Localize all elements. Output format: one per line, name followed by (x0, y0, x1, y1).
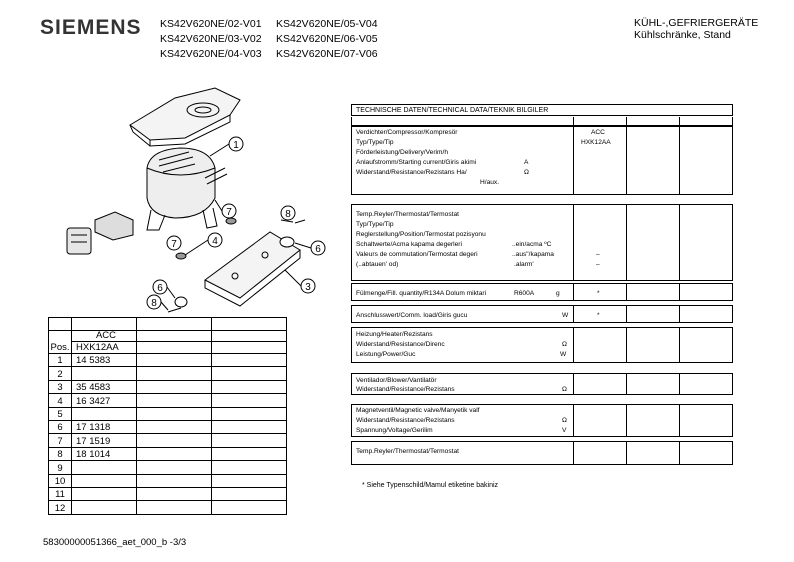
table-row: 12 (49, 501, 287, 515)
model-number: KS42V620NE/07-V06 (276, 48, 378, 60)
table-row: 9 (49, 461, 287, 474)
parts-table (48, 317, 287, 515)
table-row: 5 (49, 407, 287, 420)
tech-header-row (351, 117, 733, 126)
category-line: Kühlschränke, Stand (634, 29, 731, 41)
model-list-col1 (160, 17, 262, 62)
callout-label: 7 (171, 239, 177, 250)
table-row: 3 35 4583 (49, 380, 287, 393)
fan-section: Ventilador/Blower/Vantilatör Widerstand/Resistance/Rezistans Ω (351, 373, 733, 395)
table-row: 11 (49, 488, 287, 501)
callout-label: 8 (151, 298, 157, 309)
thermostat2-section: Temp.Reyler/Thermostat/Termostat (351, 441, 733, 465)
document-id: 58300000051366_aet_000_b -3/3 (43, 537, 187, 548)
callout-label: 4 (212, 236, 218, 247)
table-row: 8 18 1014 (49, 447, 287, 460)
callout-label: 6 (157, 283, 163, 294)
callout-label: 6 (315, 244, 321, 255)
table-row: 2 (49, 367, 287, 380)
model-number: KS42V620NE/03-V02 (160, 33, 262, 45)
heater-section: Heizung/Heater/Rezistans Widerstand/Resistance/Direnc Leistung/Power/Guc Ω W (351, 327, 733, 363)
brand-logo: SIEMENS (40, 16, 142, 39)
compressor-model: HXK12AA (581, 139, 611, 146)
compressor-exploded-diagram (55, 80, 345, 320)
table-row: 6 17 1318 (49, 421, 287, 434)
callout-label: 7 (226, 207, 232, 218)
valve-section: Magnetventil/Magnetic valve/Manyetik valf Widerstand/Resistance/Rezistans Spannung/Voltage/Gerilim Ω V (351, 404, 733, 437)
connection-section: Anschlusswert/Comm. load/Giris gucu W * (351, 305, 733, 323)
model-number: KS42V620NE/05-V04 (276, 18, 378, 30)
model-number: KS42V620NE/06-V05 (276, 33, 378, 45)
model-number: KS42V620NE/04-V03 (160, 48, 262, 60)
category (634, 17, 758, 41)
thermostat-section: Temp.Reyler/Thermostat/Termostat Typ/Type/Tip Reglerstellung/Position/Termostat pozisyonu Schaltwerte/Acma kapama degerleri Valeurs de commutation/Termostat degeri (..abtauen' od) ..ein/acma ºC ..aus"/kapama .alarm' – – (351, 204, 733, 281)
compressor-acc: ACC (591, 129, 605, 136)
pos-header: Pos. (50, 342, 70, 353)
callout-label: 1 (233, 140, 239, 151)
table-row: 7 17 1519 (49, 434, 287, 447)
tech-data-title: TECHNISCHE DATEN/TECHNICAL DATA/TEKNIK BILGILER (351, 104, 733, 116)
header-acc: ACC (72, 331, 137, 342)
table-row: 1 14 5383 (49, 354, 287, 367)
model-list-col2 (276, 17, 378, 62)
filling-section: Fülmenge/Fill. quantity/R134A Dolum miktari R600A g * (351, 283, 733, 301)
model-number: KS42V620NE/02-V01 (160, 18, 262, 30)
callout-label: 3 (305, 282, 311, 293)
category-line: KÜHL-,GEFRIERGERÄTE (634, 17, 759, 29)
compressor-section: Verdichter/Compressor/Kompresör Typ/Type/Tip Förderleistung/Delivery/Verim/h Anlaufstromm/Starting current/Giris akimi Widerstand/Resistance/Rezistans Ha/ H/aux. A Ω ACC HXK12AA (351, 126, 733, 195)
table-row: 4 16 3427 (49, 394, 287, 407)
table-row: 10 (49, 474, 287, 487)
callout-label: 8 (285, 209, 291, 220)
footnote: * Siehe Typenschild/Mamul etiketine bakiniz (362, 482, 499, 489)
model-header: HXK12AA (72, 342, 137, 354)
